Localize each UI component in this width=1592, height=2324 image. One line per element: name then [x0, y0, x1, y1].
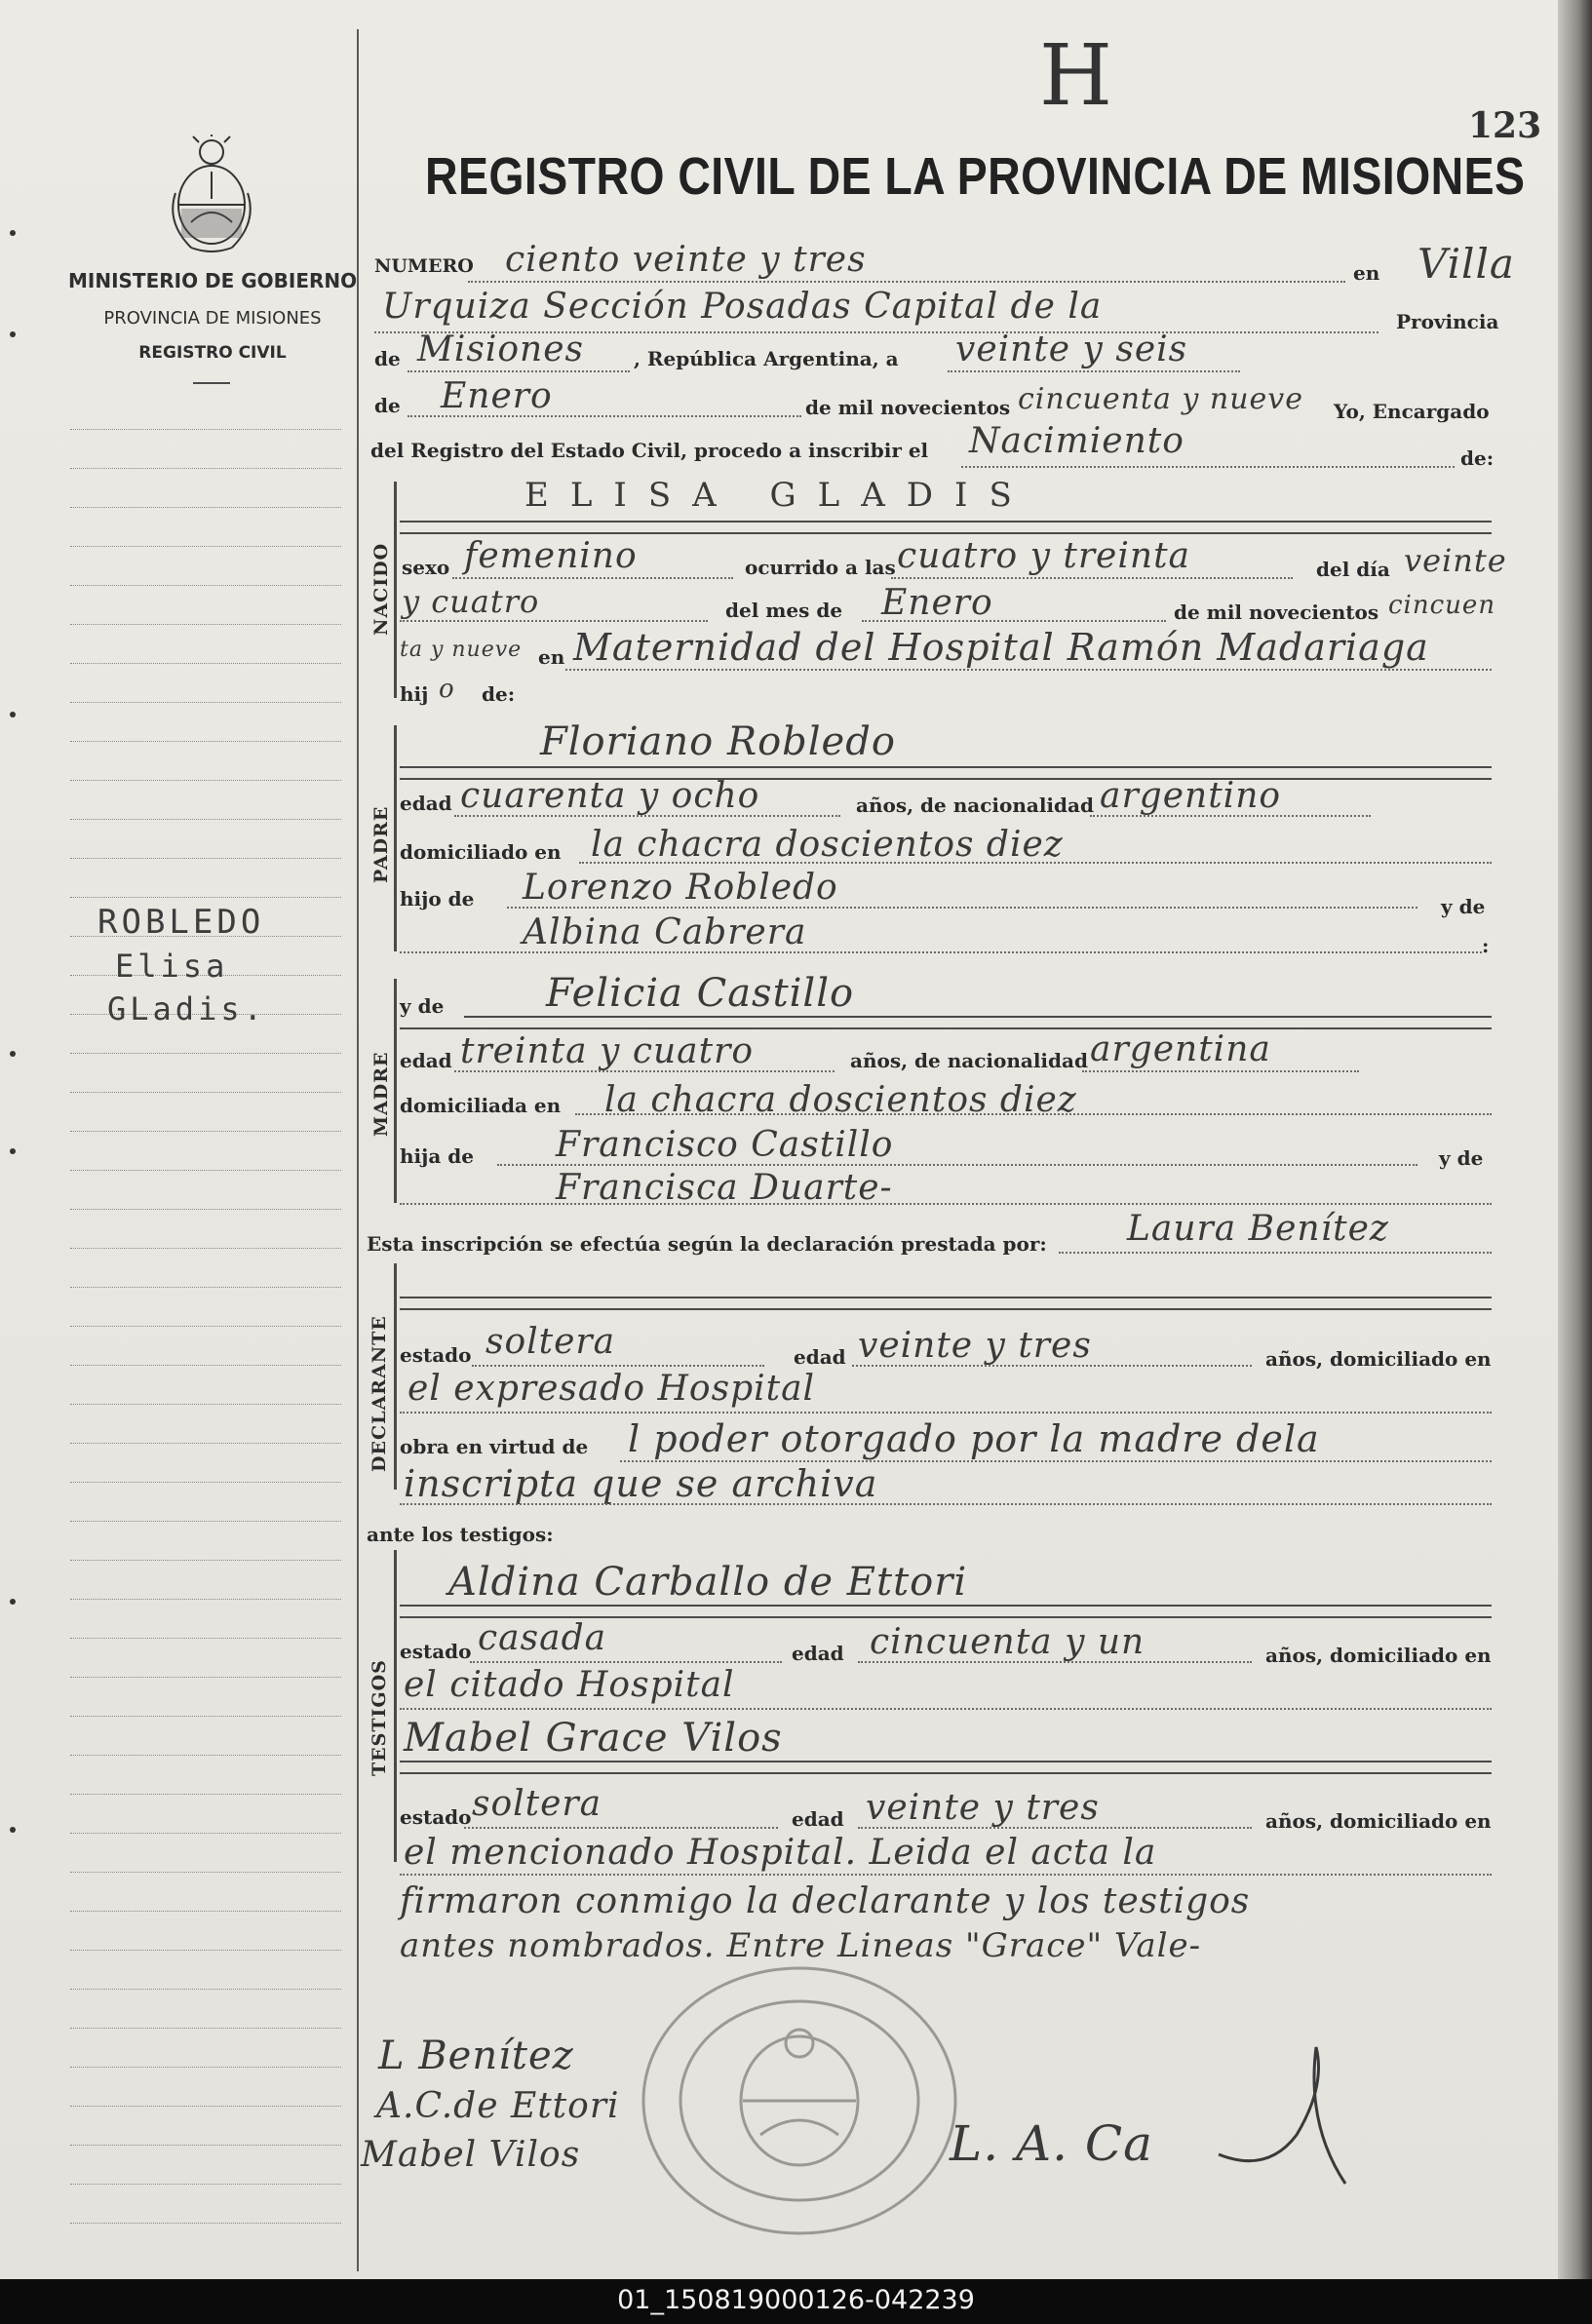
- ledger-line: [70, 585, 341, 586]
- de-colon-label: de:: [1460, 446, 1495, 470]
- ledger-line: [70, 1560, 341, 1561]
- de-label: de: [374, 347, 401, 370]
- padre-bracket: [394, 725, 397, 951]
- padre-edad-label: edad: [400, 792, 452, 815]
- anio-nacido-label: de mil novecientos: [1174, 600, 1379, 624]
- obra-label: obra en virtud de: [400, 1435, 589, 1458]
- signature-officer: L. A. Ca: [950, 2115, 1153, 2172]
- ledger-line: [70, 468, 341, 469]
- province-label: PROVINCIA DE MISIONES: [103, 308, 322, 329]
- madre-nombre: Felicia Castillo: [546, 971, 855, 1016]
- dia-value-a: veinte: [1404, 542, 1507, 579]
- declarante-domicilio-label: años, domiciliado en: [1265, 1347, 1492, 1371]
- numero-label: NUMERO: [374, 255, 474, 277]
- binder-marks: [8, 0, 18, 2279]
- madre-nacionalidad-value: argentina: [1090, 1029, 1271, 1069]
- declarante-estado-label: estado: [400, 1343, 472, 1367]
- madre-nacionalidad-label: años, de nacionalidad: [850, 1049, 1088, 1072]
- declarante-estado-value: soltera: [485, 1322, 616, 1362]
- ledger-line: [70, 1443, 341, 1444]
- madre-edad-label: edad: [400, 1049, 452, 1072]
- ministry-label: MINISTERIO DE GOBIERNO: [68, 269, 358, 292]
- place-value-a: Villa: [1417, 240, 1515, 288]
- image-id-label: 01_150819000126-042239: [617, 2285, 975, 2315]
- madre-hija-de-label: hija de: [400, 1144, 475, 1168]
- month-value: Enero: [441, 376, 553, 416]
- margin-note-line3: GLadis.: [107, 990, 266, 1027]
- padre-nombre: Floriano Robledo: [540, 719, 896, 764]
- padre-padre: Lorenzo Robledo: [523, 868, 838, 908]
- madre-y-de-label: y de: [400, 994, 445, 1018]
- provincia-value: Misiones: [417, 329, 585, 369]
- ledger-line: [70, 1287, 341, 1288]
- madre-madre: Francisca Duarte-: [556, 1168, 893, 1208]
- day-value: veinte y seis: [955, 329, 1188, 369]
- hijo-label: hij: [400, 682, 429, 706]
- ledger-line: [70, 1989, 341, 1990]
- testigo1-domicilio-label: años, domiciliado en: [1265, 1644, 1492, 1667]
- en-nacido-label: en: [538, 645, 565, 669]
- official-stamp-icon: [634, 1959, 965, 2242]
- testigo2-edad-label: edad: [792, 1807, 844, 1831]
- ledger-line: [70, 1248, 341, 1249]
- ledger-line: [70, 1092, 341, 1093]
- margin-note-line2: Elisa: [115, 948, 229, 985]
- declarante-nombre: Laura Benítez: [1127, 1209, 1389, 1249]
- testigo2-nombre: Mabel Grace Vilos: [404, 1716, 783, 1761]
- madre-domicilio-value: la chacra doscientos diez: [604, 1080, 1077, 1120]
- ledger-line: [70, 1794, 341, 1795]
- testigo1-nombre: Aldina Carballo de Ettori: [448, 1560, 968, 1605]
- ledger-line: [70, 663, 341, 664]
- signature-2: A.C.de Ettori: [376, 2086, 620, 2126]
- dia-value-b: y cuatro: [402, 583, 540, 620]
- proceso-label: del Registro del Estado Civil, procedo a inscribir el: [370, 439, 929, 462]
- testigo2-edad-value: veinte y tres: [866, 1788, 1100, 1828]
- ledger-line: [70, 819, 341, 820]
- testigo1-edad-value: cincuenta y un: [870, 1622, 1145, 1662]
- madre-y-de-label-2: y de: [1439, 1146, 1484, 1170]
- nacido-label: NACIDO: [370, 542, 392, 636]
- madre-edad-value: treinta y cuatro: [460, 1031, 754, 1071]
- page-edge-shadow: [1558, 0, 1592, 2279]
- lugar-value: Maternidad del Hospital Ramón Madariaga: [573, 626, 1429, 669]
- anio-nacido-value-a: cincuen: [1388, 591, 1496, 620]
- mes-label: del mes de: [725, 599, 843, 622]
- declarante-edad-value: veinte y tres: [858, 1326, 1092, 1366]
- ledger-line: [70, 1833, 341, 1834]
- footer-bar: [0, 2279, 1592, 2324]
- declarante-edad-label: edad: [794, 1345, 846, 1369]
- registry-label: REGISTRO CIVIL: [138, 343, 287, 363]
- ledger-line: [70, 2106, 341, 2107]
- declarante-label: DECLARANTE: [369, 1315, 390, 1472]
- ledger-line: [70, 1209, 341, 1210]
- ledger-line: [70, 897, 341, 898]
- provincia-label: Provincia: [1396, 310, 1499, 333]
- ledger-line: [70, 1326, 341, 1327]
- testigo1-estado-label: estado: [400, 1640, 472, 1663]
- madre-domicilio-label: domiciliada en: [400, 1094, 562, 1117]
- ledger-line: [70, 1521, 341, 1522]
- obra-value-a: l poder otorgado por la madre dela: [628, 1417, 1320, 1460]
- ledger-line: [70, 1677, 341, 1678]
- hora-value: cuatro y treinta: [897, 536, 1190, 576]
- argentina-coat-of-arms-icon: [162, 135, 261, 255]
- padre-domicilio-label: domiciliado en: [400, 840, 562, 864]
- ledger-line: [70, 1950, 341, 1951]
- ledger-line: [70, 1599, 341, 1600]
- margin-note-line1: ROBLEDO: [97, 903, 265, 942]
- padre-y-de-label: y de: [1441, 895, 1486, 918]
- padre-nacionalidad-value: argentino: [1100, 776, 1282, 816]
- acto-value: Nacimiento: [969, 421, 1184, 461]
- testigos-bracket: [394, 1550, 397, 1862]
- padre-madre: Albina Cabrera: [523, 912, 807, 952]
- padre-domicilio-value: la chacra doscientos diez: [591, 825, 1064, 865]
- madre-label: MADRE: [370, 1051, 392, 1137]
- header-divider: [193, 382, 230, 384]
- ledger-line: [70, 1053, 341, 1054]
- anio-label: de mil novecientos: [805, 396, 1011, 419]
- ledger-line: [70, 1365, 341, 1366]
- testigo1-edad-label: edad: [792, 1642, 844, 1665]
- ledger-line: [70, 624, 341, 625]
- anio-value: cincuenta y nueve: [1018, 382, 1303, 416]
- ledger-line: [70, 2145, 341, 2146]
- ledger-line: [70, 507, 341, 508]
- ledger-line: [70, 1131, 341, 1132]
- ante-testigos-label: ante los testigos:: [367, 1523, 554, 1546]
- ledger-line: [70, 1911, 341, 1912]
- declaracion-label: Esta inscripción se efectúa según la declaración prestada por:: [367, 1232, 1047, 1256]
- declarante-bracket: [394, 1263, 397, 1490]
- testigo2-domicilio-value: el mencionado Hospital. Leida el acta la: [404, 1833, 1157, 1873]
- testigo2-estado-label: estado: [400, 1805, 472, 1829]
- ledger-line: [70, 546, 341, 547]
- madre-bracket: [394, 979, 397, 1203]
- nacido-nombre: ELISA GLADIS: [524, 476, 1033, 515]
- de-label-2: de: [374, 394, 401, 417]
- cierre-line-a: firmaron conmigo la declarante y los testigos: [400, 1881, 1251, 1921]
- ledger-line: [70, 1482, 341, 1483]
- ledger-line: [70, 1755, 341, 1756]
- testigo2-estado-value: soltera: [472, 1784, 602, 1824]
- testigo1-domicilio-value: el citado Hospital: [404, 1665, 735, 1705]
- republica-label: , República Argentina, a: [634, 347, 899, 370]
- mes-nacido-value: Enero: [881, 583, 993, 623]
- signature-1: L Benítez: [378, 2034, 574, 2078]
- signature-3: Mabel Vilos: [361, 2135, 581, 2175]
- declarante-domicilio-value: el expresado Hospital: [408, 1369, 816, 1409]
- ledger-line: [70, 1716, 341, 1717]
- ledger-line: [70, 741, 341, 742]
- hijo-suffix: o: [439, 675, 455, 704]
- ledger-line: [70, 429, 341, 430]
- folio-number: 123: [1468, 105, 1542, 146]
- numero-value: ciento veinte y tres: [505, 240, 867, 280]
- hijo-de-label: de:: [482, 682, 516, 706]
- ocurrido-label: ocurrido a las: [745, 556, 896, 579]
- ledger-line: [70, 2184, 341, 2185]
- margin-rule: [357, 29, 359, 2271]
- ledger-line: [70, 702, 341, 703]
- obra-value-b: inscripta que se archiva: [404, 1462, 878, 1505]
- ledger-line: [70, 1170, 341, 1171]
- margin-note: [97, 903, 266, 1027]
- madre-padre: Francisco Castillo: [556, 1125, 894, 1165]
- ledger-line: [70, 780, 341, 781]
- sexo-value: femenino: [464, 536, 638, 576]
- ledger-line: [70, 858, 341, 859]
- del-dia-label: del día: [1316, 558, 1390, 581]
- cierre-line-b: antes nombrados. Entre Lineas "Grace" Vale-: [400, 1926, 1202, 1965]
- page-title: REGISTRO CIVIL DE LA PROVINCIA DE MISIONES: [425, 147, 1526, 206]
- ledger-line: [70, 1872, 341, 1873]
- ledger-line: [70, 2067, 341, 2068]
- nacido-bracket: [394, 482, 397, 698]
- ledger-line: [70, 2223, 341, 2224]
- officer-flourish-icon: [1209, 2028, 1384, 2203]
- ledger-line: [70, 2028, 341, 2029]
- testigo2-domicilio-label: años, domiciliado en: [1265, 1809, 1492, 1833]
- ledger-line: [70, 1638, 341, 1639]
- padre-colon: :: [1482, 934, 1490, 957]
- anio-nacido-value-b: ta y nueve: [400, 638, 523, 662]
- testigos-label: TESTIGOS: [369, 1659, 390, 1776]
- padre-label: PADRE: [370, 805, 392, 883]
- padre-nacionalidad-label: años, de nacionalidad: [856, 794, 1094, 817]
- ledger-line: [70, 1404, 341, 1405]
- place-value-b: Urquiza Sección Posadas Capital de la: [382, 287, 1103, 327]
- testigo1-estado-value: casada: [478, 1618, 607, 1658]
- padre-edad-value: cuarenta y ocho: [460, 776, 760, 816]
- top-mark: H: [1039, 27, 1113, 125]
- yo-encargado-label: Yo, Encargado: [1334, 400, 1490, 423]
- en-label: en: [1353, 261, 1380, 285]
- padre-hijo-de-label: hijo de: [400, 887, 475, 910]
- sexo-label: sexo: [402, 556, 450, 579]
